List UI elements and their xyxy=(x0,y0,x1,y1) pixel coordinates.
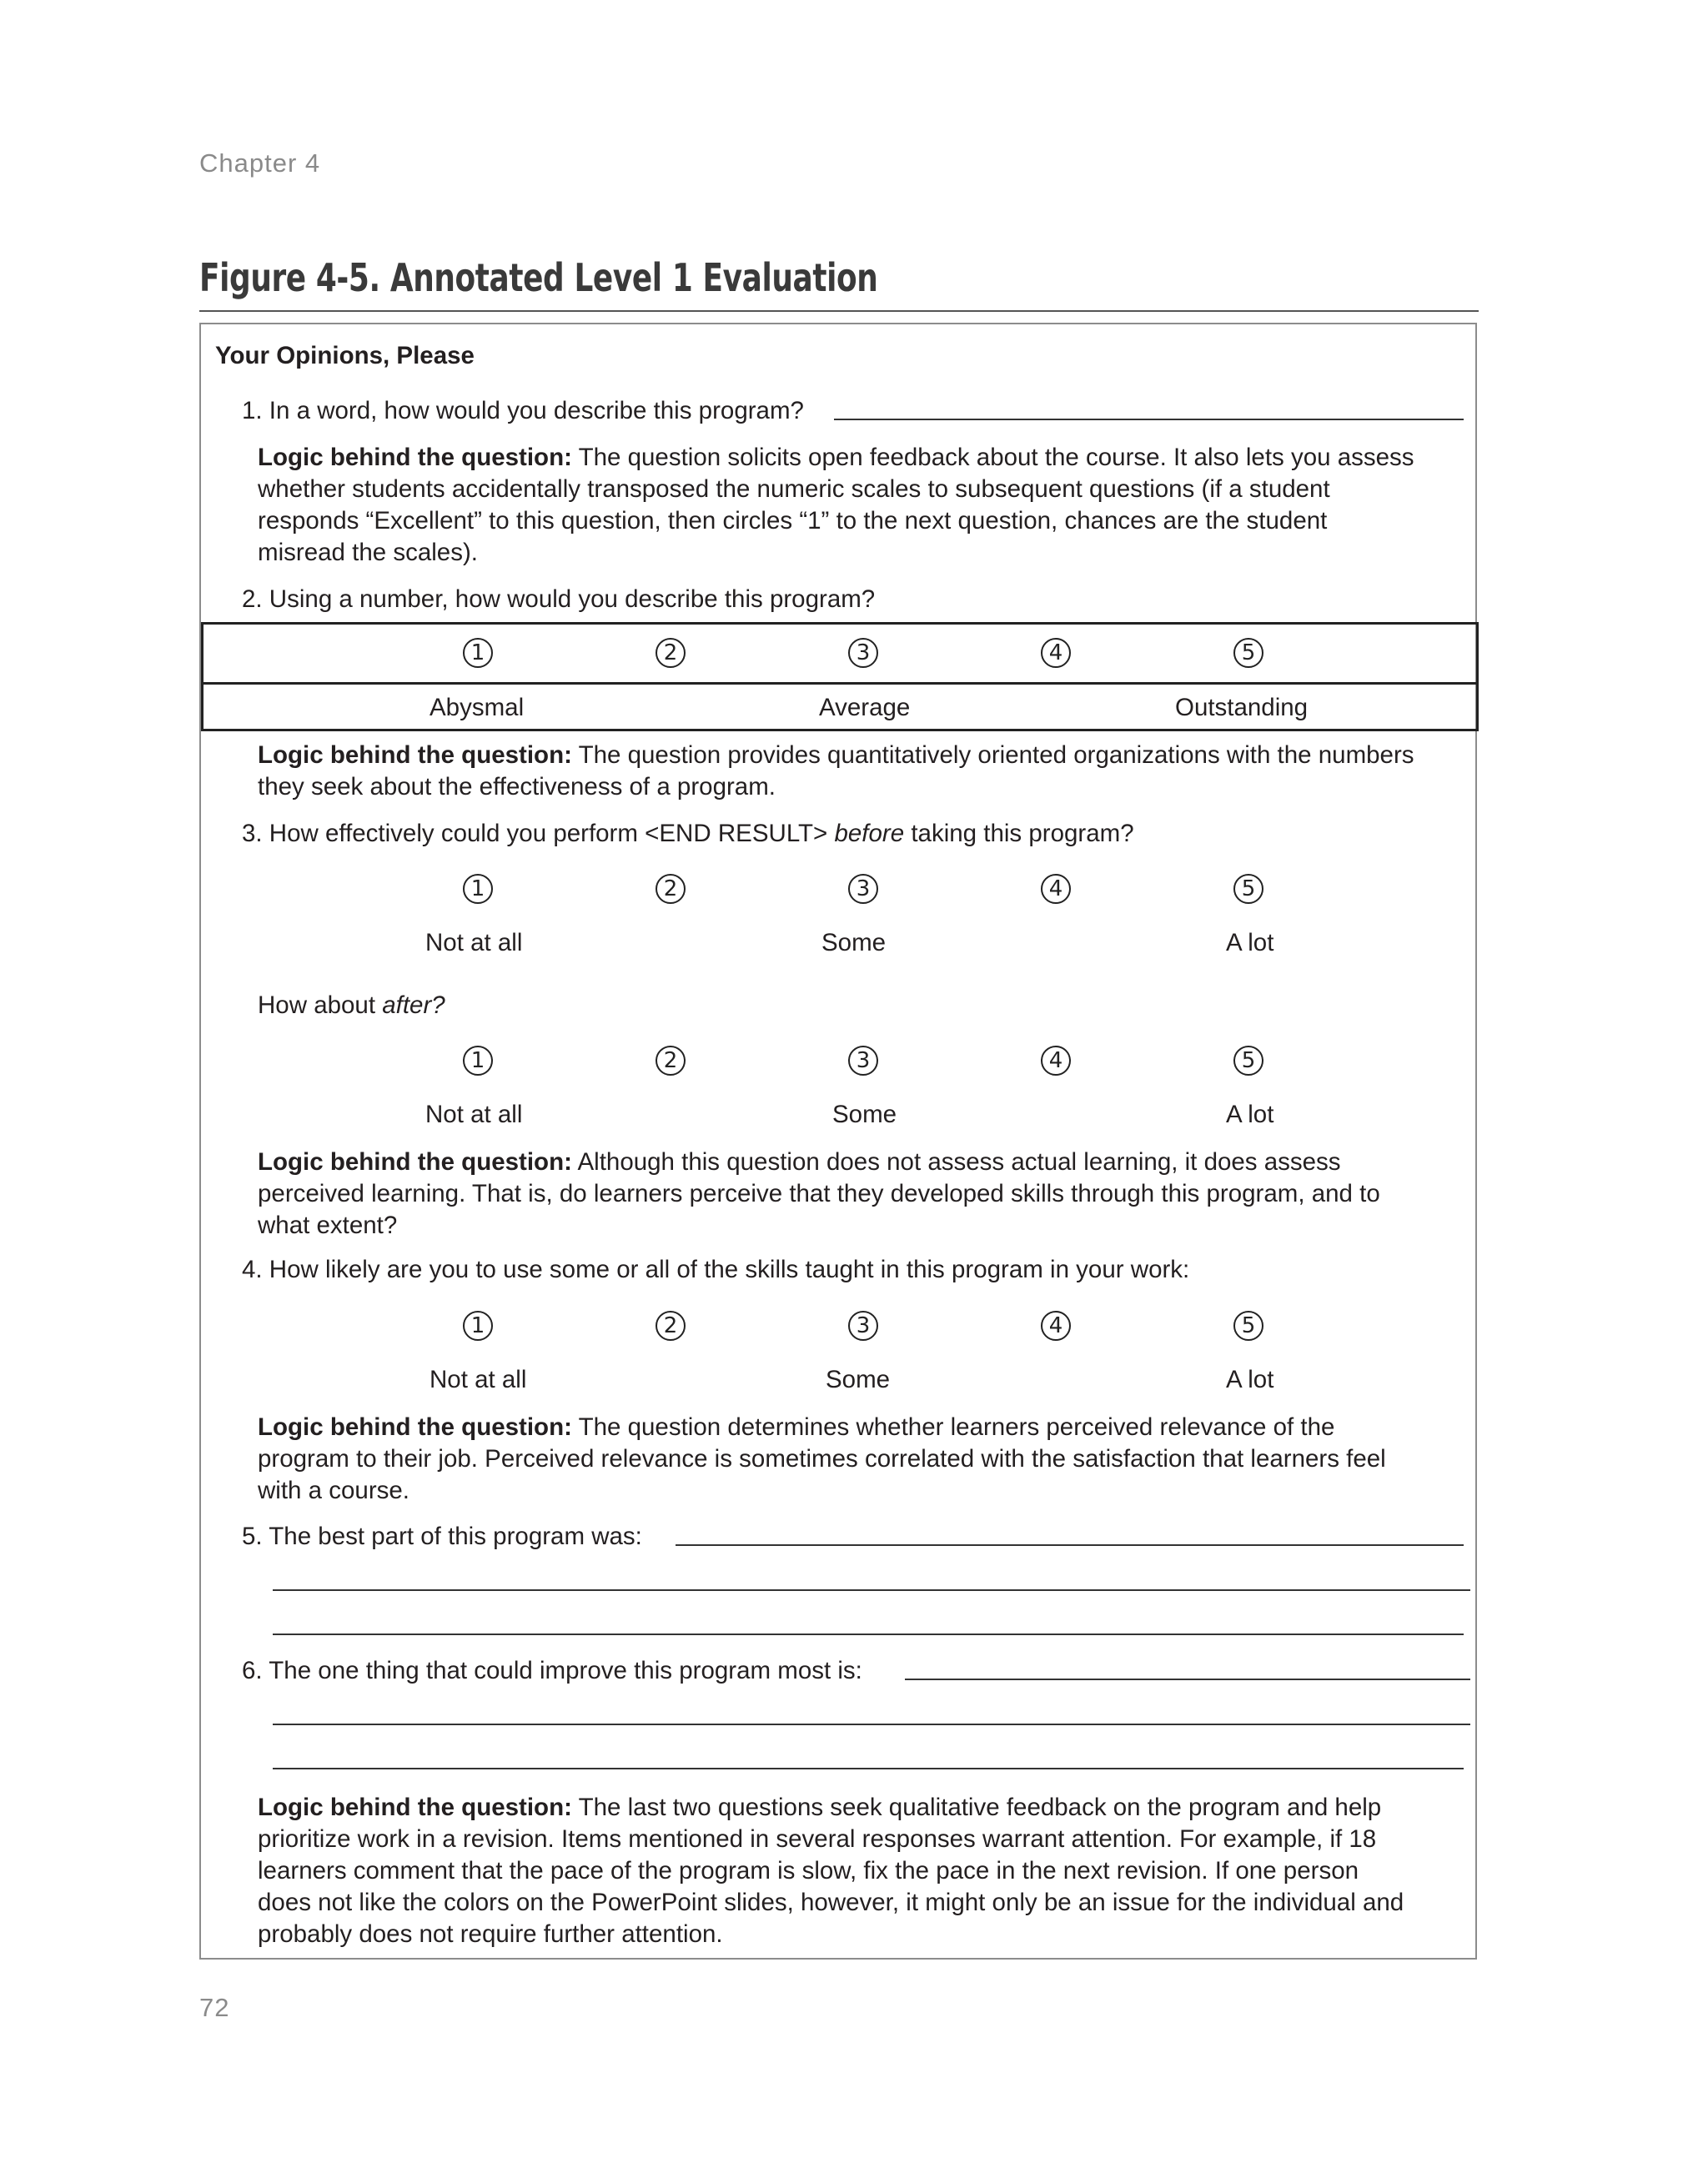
followup-emphasis: after? xyxy=(382,991,445,1019)
rating-option-3[interactable]: 3 xyxy=(848,1046,878,1076)
logic-label: Logic behind the question: xyxy=(258,1413,572,1441)
rating-option-5[interactable]: 5 xyxy=(1233,874,1263,904)
rating-option-2[interactable]: 2 xyxy=(656,638,686,668)
anchor-mid: Some xyxy=(832,1101,897,1128)
question-3-text-end: taking this program? xyxy=(904,820,1134,847)
answer-line-q5[interactable] xyxy=(273,1634,1464,1635)
running-head-chapter: Chapter 4 xyxy=(199,148,321,178)
question-5: 5. The best part of this program was: xyxy=(242,1523,642,1550)
logic-line: misread the scales). xyxy=(258,539,478,566)
question-4: 4. How likely are you to use some or all of the skills taught in this program in your work: xyxy=(242,1256,1190,1283)
logic-line: they seek about the effectiveness of a program. xyxy=(258,773,776,800)
anchor-mid: Average xyxy=(819,694,911,721)
answer-line-q5[interactable] xyxy=(676,1544,1464,1546)
logic-line xyxy=(258,1412,1450,1443)
logic-label: Logic behind the question: xyxy=(258,741,572,769)
anchor-low: Not at all xyxy=(425,1101,523,1128)
rating-option-2[interactable]: 2 xyxy=(656,874,686,904)
logic-text: The question determines whether learners perceived relevance of the xyxy=(571,1413,1335,1441)
logic-text: The question solicits open feedback about the course. It also lets you assess xyxy=(571,444,1414,471)
logic-line: with a course. xyxy=(258,1477,409,1504)
rating-option-1[interactable]: 1 xyxy=(463,874,493,904)
form-heading: Your Opinions, Please xyxy=(215,342,475,369)
answer-line-q6[interactable] xyxy=(273,1724,1470,1725)
logic-line: responds “Excellent” to this question, then circles “1” to the next question, chances are the student xyxy=(258,507,1328,534)
logic-line: prioritize work in a revision. Items mentioned in several responses warrant attention. For example, if 18 xyxy=(258,1825,1377,1853)
logic-line: probably does not require further attention. xyxy=(258,1920,723,1948)
rating-option-5[interactable]: 5 xyxy=(1233,638,1263,668)
question-6: 6. The one thing that could improve this program most is: xyxy=(242,1657,862,1684)
logic-line xyxy=(258,1792,1450,1824)
question-3-text: 3. How effectively could you perform <END RESULT> xyxy=(242,820,835,847)
answer-line-q6[interactable] xyxy=(273,1768,1464,1769)
page-number: 72 xyxy=(199,1993,230,2022)
anchor-mid: Some xyxy=(826,1366,891,1393)
logic-line: perceived learning. That is, do learners perceive that they developed skills through this program, and to xyxy=(258,1180,1380,1207)
rating-option-1[interactable]: 1 xyxy=(463,1046,493,1076)
rating-option-3[interactable]: 3 xyxy=(848,874,878,904)
rating-option-1[interactable]: 1 xyxy=(463,638,493,668)
anchor-high: A lot xyxy=(1226,1101,1274,1128)
rating-option-3[interactable]: 3 xyxy=(848,638,878,668)
followup-after xyxy=(258,990,445,1021)
title-divider xyxy=(199,310,1479,312)
question-3-emphasis: before xyxy=(834,820,905,847)
logic-q3 xyxy=(258,1147,1450,1242)
logic-label: Logic behind the question: xyxy=(258,1794,572,1821)
logic-line: program to their job. Perceived relevance is sometimes correlated with the satisfaction that learners feel xyxy=(258,1445,1386,1473)
answer-line-q6[interactable] xyxy=(905,1679,1470,1680)
rating-option-4[interactable]: 4 xyxy=(1041,1311,1071,1341)
question-2: 2. Using a number, how would you describe this program? xyxy=(242,585,876,613)
rating-option-5[interactable]: 5 xyxy=(1233,1311,1263,1341)
anchor-high: A lot xyxy=(1226,1366,1274,1393)
logic-label: Logic behind the question: xyxy=(258,1148,572,1176)
rating-option-2[interactable]: 2 xyxy=(656,1311,686,1341)
anchor-mid: Some xyxy=(821,929,887,956)
logic-text: Although this question does not assess actual learning, it does assess xyxy=(571,1148,1341,1176)
question-3 xyxy=(242,818,1134,850)
question-1: 1. In a word, how would you describe this program? xyxy=(242,397,804,424)
anchor-low: Not at all xyxy=(425,929,523,956)
anchor-high: A lot xyxy=(1226,929,1274,956)
figure-title: Figure 4-5. Annotated Level 1 Evaluation xyxy=(199,255,878,300)
rating-option-1[interactable]: 1 xyxy=(463,1311,493,1341)
logic-label: Logic behind the question: xyxy=(258,444,572,471)
logic-text: The last two questions seek qualitative feedback on the program and help xyxy=(571,1794,1382,1821)
rating-option-5[interactable]: 5 xyxy=(1233,1046,1263,1076)
answer-line-q1[interactable] xyxy=(834,419,1464,420)
anchor-low: Not at all xyxy=(430,1366,527,1393)
logic-line xyxy=(258,740,1450,771)
logic-line: what extent? xyxy=(258,1212,398,1239)
rating-option-2[interactable]: 2 xyxy=(656,1046,686,1076)
rating-scale-box-q2 xyxy=(201,622,1479,685)
logic-line xyxy=(258,442,1450,474)
logic-q5-q6 xyxy=(258,1792,1450,1950)
rating-option-4[interactable]: 4 xyxy=(1041,1046,1071,1076)
logic-line xyxy=(258,1147,1450,1178)
logic-q4 xyxy=(258,1412,1450,1507)
followup-text: How about xyxy=(258,991,383,1019)
logic-line: does not like the colors on the PowerPoint slides, however, it might only be an issue for the individual and xyxy=(258,1889,1404,1916)
anchor-low: Abysmal xyxy=(430,694,525,721)
rating-option-3[interactable]: 3 xyxy=(848,1311,878,1341)
logic-q2 xyxy=(258,740,1450,803)
logic-line: learners comment that the pace of the program is slow, fix the pace in the next revision. If one person xyxy=(258,1857,1359,1884)
anchor-high: Outstanding xyxy=(1175,694,1309,721)
rating-option-4[interactable]: 4 xyxy=(1041,874,1071,904)
logic-q1 xyxy=(258,442,1450,569)
rating-option-4[interactable]: 4 xyxy=(1041,638,1071,668)
logic-text: The question provides quantitatively oriented organizations with the numbers xyxy=(571,741,1414,769)
logic-line: whether students accidentally transposed the numeric scales to subsequent questions (if a student xyxy=(258,475,1330,503)
answer-line-q5[interactable] xyxy=(273,1589,1470,1591)
